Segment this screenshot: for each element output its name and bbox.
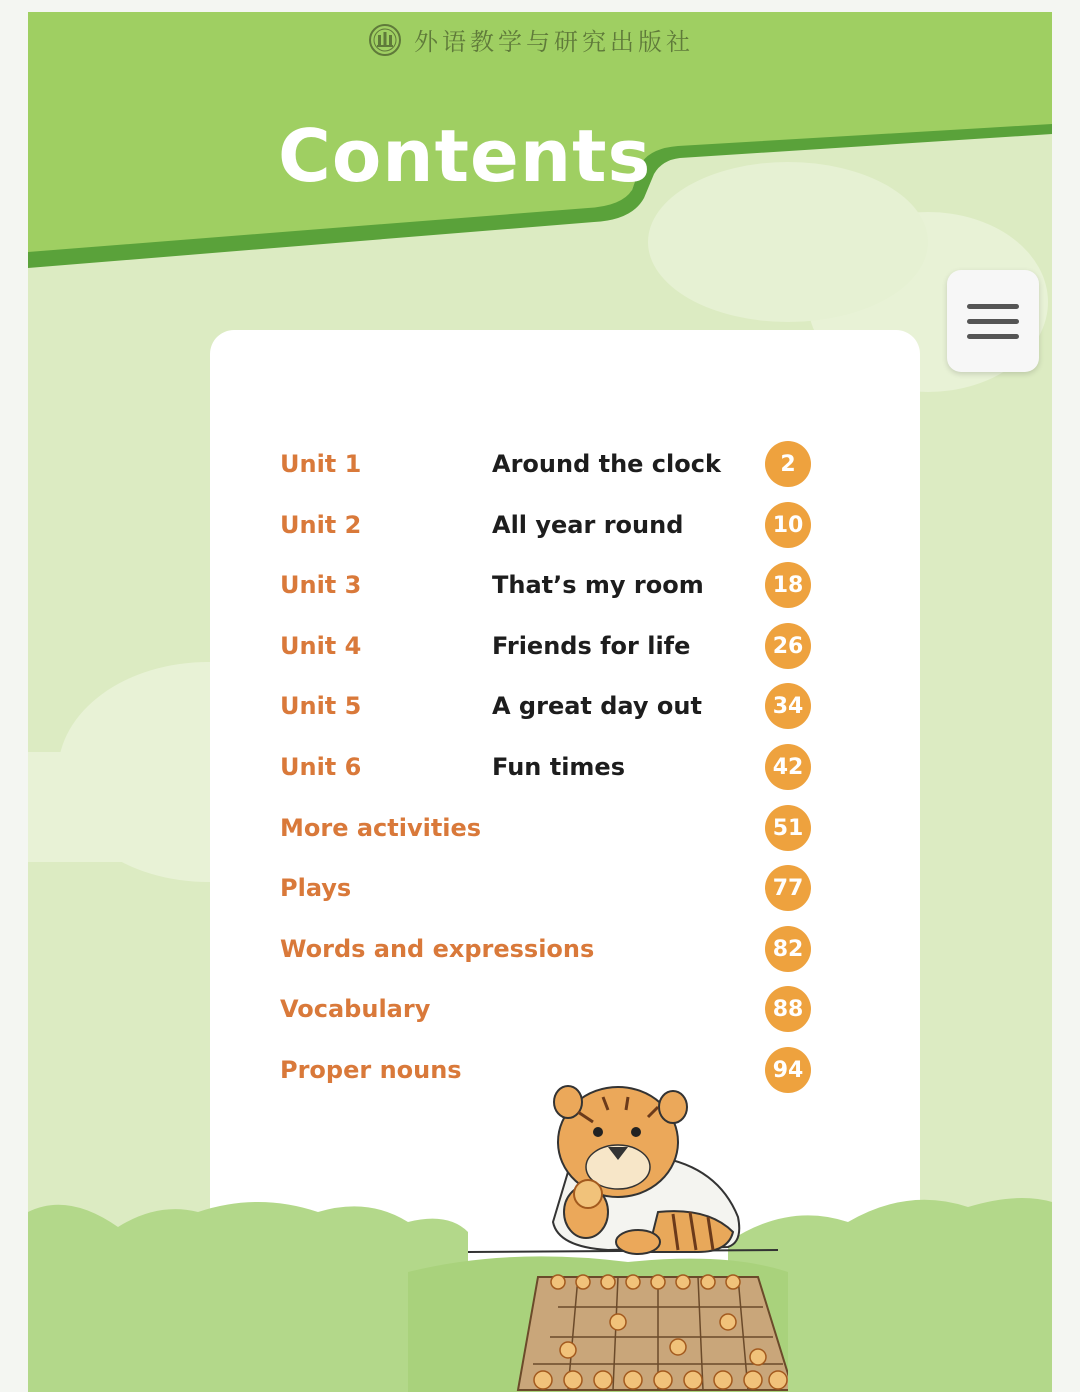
page-badge: 26 [765,623,811,669]
contents-page [28,12,1052,1392]
toc-label: Unit 4 [280,632,362,660]
publisher-name: 外语教学与研究出版社 [414,28,694,56]
toc-subtitle: All year round [492,511,684,539]
hamburger-menu-icon [967,304,1019,309]
page-badge: 42 [765,744,811,790]
page-badge: 88 [765,986,811,1032]
toc-subtitle: Fun times [492,753,625,781]
page-badge: 10 [765,502,811,548]
toc-subtitle: That’s my room [492,571,704,599]
hamburger-menu-icon-line [967,334,1019,339]
toc-label: Words and expressions [280,935,595,963]
menu-button[interactable] [947,270,1039,372]
toc-row-vocabulary[interactable] [210,981,920,1037]
toc-label: Vocabulary [280,995,431,1023]
page-badge: 77 [765,865,811,911]
page-badge: 18 [765,562,811,608]
publisher-header [368,22,694,57]
toc-row-unit-1[interactable] [210,436,920,492]
toc-label: Proper nouns [280,1056,462,1084]
page-badge: 2 [765,441,811,487]
toc-label: Unit 6 [280,753,362,781]
toc-subtitle: Friends for life [492,632,691,660]
toc-row-unit-4[interactable] [210,618,920,674]
page-badge: 34 [765,683,811,729]
toc-label: Unit 2 [280,511,362,539]
toc-label: More activities [280,814,482,842]
toc-row-unit-5[interactable] [210,678,920,734]
hamburger-menu-icon-line [967,319,1019,324]
toc-subtitle: A great day out [492,692,702,720]
toc-row-unit-2[interactable] [210,497,920,553]
page-badge: 82 [765,926,811,972]
toc-label: Unit 1 [280,450,362,478]
toc-row-plays[interactable] [210,860,920,916]
toc-label: Plays [280,874,352,902]
tiger-playing-chess-illustration [458,1072,788,1392]
page-badge: 51 [765,805,811,851]
toc-label: Unit 5 [280,692,362,720]
toc-label: Unit 3 [280,571,362,599]
toc-row-unit-3[interactable] [210,557,920,613]
toc-row-more-activities[interactable] [210,800,920,856]
page-badge: 94 [765,1047,811,1093]
publisher-logo-icon [368,23,402,57]
toc-row-words-and-expressions[interactable] [210,921,920,977]
toc-subtitle: Around the clock [492,450,721,478]
toc-row-unit-6[interactable] [210,739,920,795]
page-title: Contents [278,114,652,198]
